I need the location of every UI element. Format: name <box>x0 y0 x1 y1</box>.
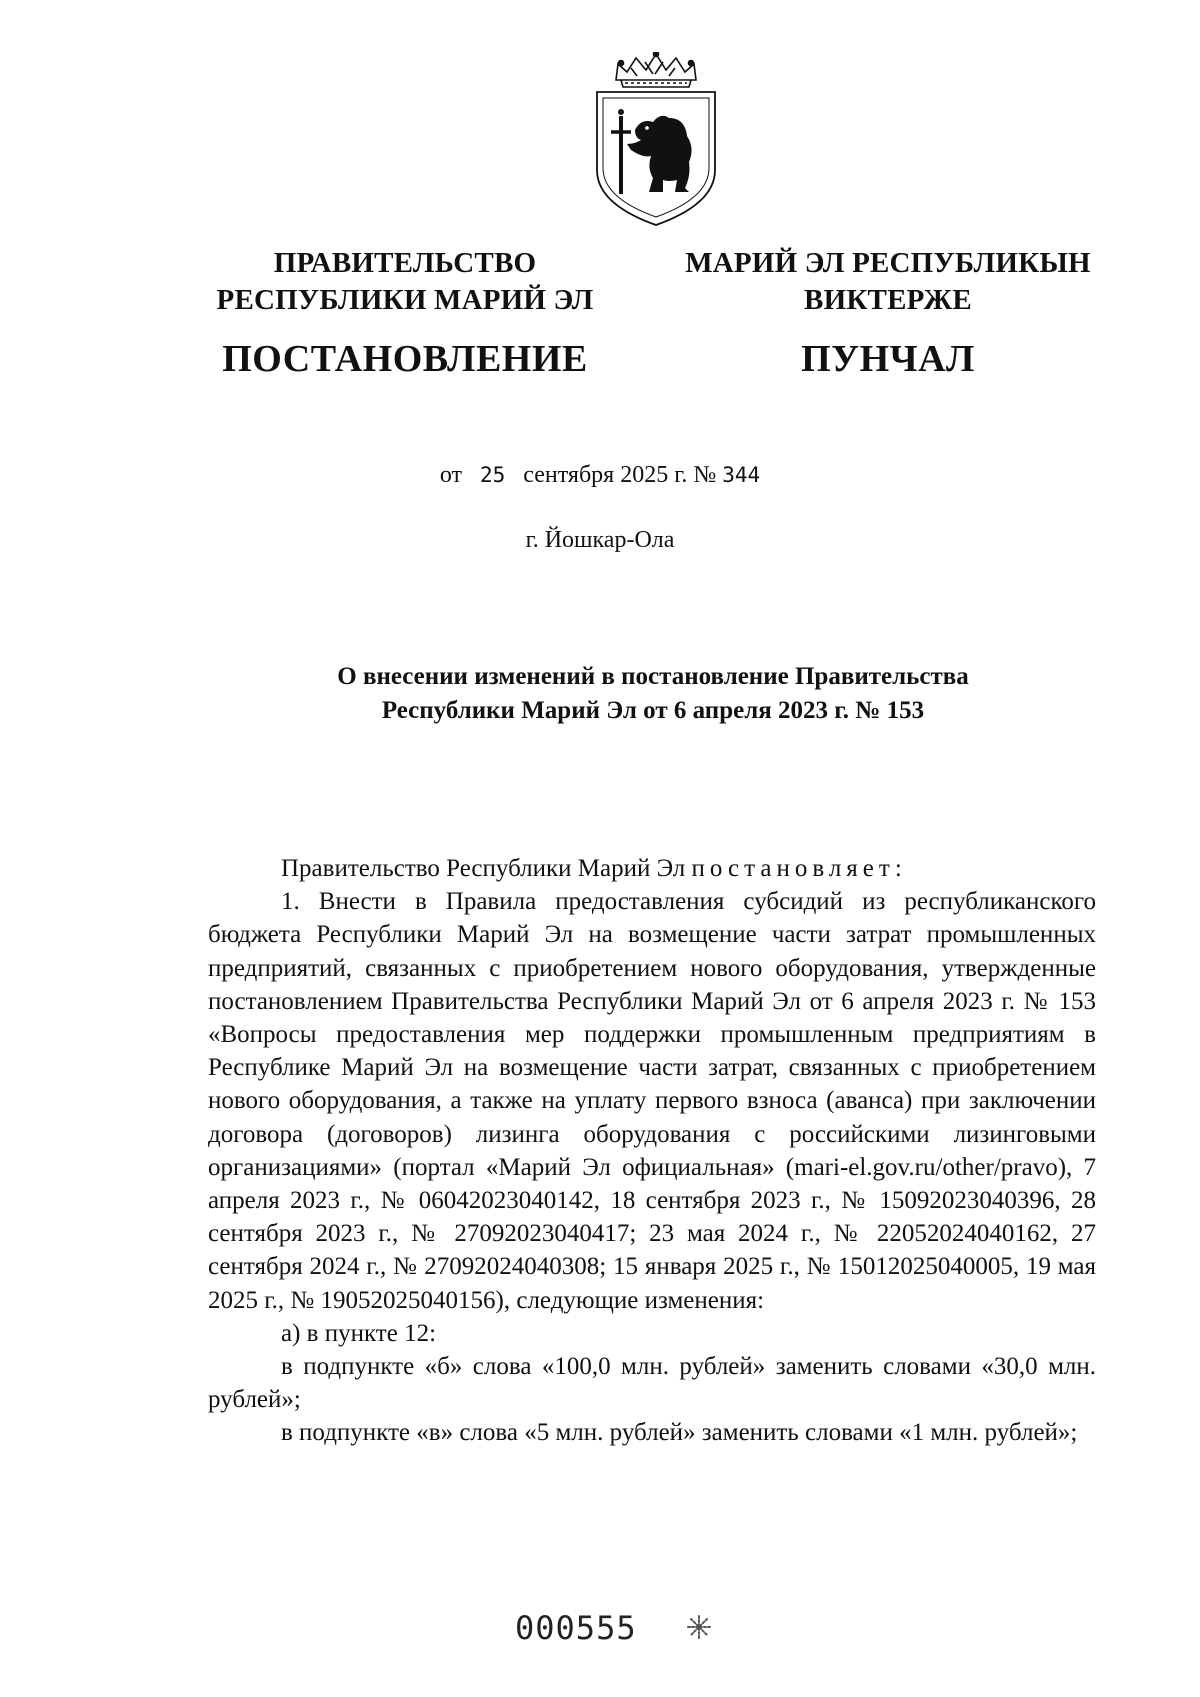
preamble-colon: : <box>894 855 902 882</box>
government-name-mari-line1: МАРИЙ ЭЛ РЕСПУБЛИКЫН <box>685 247 1091 279</box>
header-right <box>663 245 1113 381</box>
preamble-text: Правительство Республики Марий Эл <box>281 855 692 882</box>
government-name-ru-line1: ПРАВИТЕЛЬСТВО <box>273 247 537 279</box>
document-number: 344 <box>722 463 761 487</box>
preamble-spaced-word: постановляет <box>691 855 895 882</box>
decree-type-ru: ПОСТАНОВЛЕНИЕ <box>222 338 588 380</box>
date-day: 25 <box>480 463 506 487</box>
preamble <box>208 852 1096 885</box>
document-title <box>213 660 1093 728</box>
document-city: г. Йошкар-Ола <box>525 527 675 553</box>
title-line-1: О внесении изменений в постановление Правительства <box>337 663 969 690</box>
document-body <box>208 852 1096 1450</box>
date-prefix: от <box>439 462 462 488</box>
government-name-mari-line2: ВИКТЕРЖЕ <box>804 284 972 316</box>
subitem-a: а) в пункте 12: <box>281 1319 437 1347</box>
paragraph-item-1: 1. Внести в Правила предоставления субсидий из республиканского бюджета Республики Марий Эл на возмещение части затрат промышленных предприятий, связанных с приобретением нового оборудования, утвержденные постановлением Правительства Республики Марий Эл от 6 апреля 2023 г. № 153 «Вопросы предоставления мер поддержки промышленным предприятиям в Республике Марий Эл на возмещение части затрат, связанных с приобретением нового оборудования, а также на уплату первого взноса (аванса) при заключении договора (договоров) лизинга оборудования с российскими лизинговыми организациями» (портал «Марий Эл официальная» (mari-el.gov.ru/other/pravo), 7 апреля 2023 г., № 06042023040142, 18 сентября 2023 г., № 15092023040396, 28 сентября 2023 г., № 27092023040417; 23 мая 2024 г., № 22052024040162, 27 сентября 2024 г., № 27092024040308; 15 января 2025 г., № 15012025040005, 19 мая 2025 г., № 19052025040156), следующие изменения: <box>208 888 1096 1314</box>
subitem-b: в подпункте «б» слова «100,0 млн. рублей» заменить словами «30,0 млн. рублей»; <box>208 1353 1096 1414</box>
marij-el-coat-of-arms-icon <box>591 52 721 227</box>
serial-stamp-number: 000555 <box>515 1609 637 1647</box>
subitem-c: в подпункте «в» слова «5 млн. рублей» заменить словами «1 млн. рублей»; <box>281 1419 1078 1447</box>
date-month-year: сентября 2025 г. № <box>523 462 717 488</box>
decree-type-mari: ПУНЧАЛ <box>801 338 975 380</box>
title-line-2: Республики Марий Эл от 6 апреля 2023 г. № 153 <box>381 697 925 724</box>
government-name-ru-line2: РЕСПУБЛИКИ МАРИЙ ЭЛ <box>216 284 594 316</box>
document-date-line <box>300 462 900 489</box>
header-left <box>190 245 620 381</box>
asterisk-mark-icon <box>686 1614 712 1640</box>
